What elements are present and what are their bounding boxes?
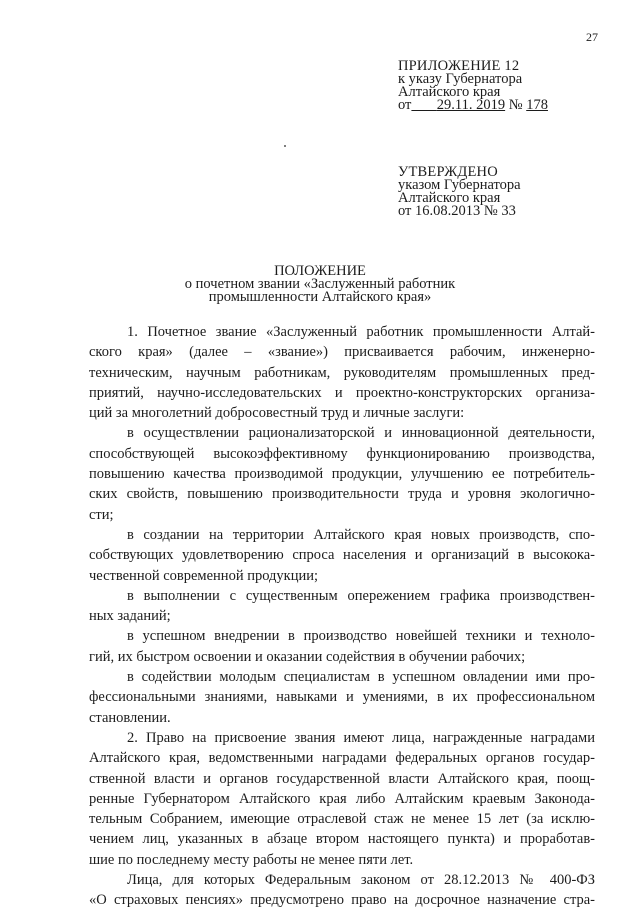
- body-line: в успешном внедрении в производство новейшей техники и техноло-: [127, 628, 595, 645]
- approved-line1: указом Губернатора: [398, 177, 521, 193]
- body-line: ций за многолетний добросовестный труд и личные заслуги:: [89, 405, 465, 422]
- body-line: ских свойств, повышению производительности труда и уровня экологично-: [89, 486, 595, 503]
- appendix-line1: к указу Губернатора: [398, 71, 523, 87]
- body-line: собствующих удовлетворению спроса населения и организаций в высокока-: [89, 547, 595, 564]
- appendix-date: [411, 97, 505, 113]
- appendix-title: ПРИЛОЖЕНИЕ 12: [398, 58, 520, 74]
- body-line: чением лиц, указанных в абзаце втором настоящего пункта) и проработав-: [89, 831, 595, 848]
- body-line: чественной современной продукции;: [89, 567, 319, 584]
- heading-title: ПОЛОЖЕНИЕ: [274, 263, 366, 279]
- heading-line1: о почетном звании «Заслуженный работник: [184, 276, 456, 292]
- body-line: 2. Право на присвоение звания имеют лица, награжденные наградами: [127, 729, 595, 746]
- body-line: повышению качества производимой продукции, улучшению ее потребитель-: [89, 466, 595, 483]
- approved-block: [398, 166, 521, 218]
- body-line: Лица, для которых Федеральным законом от 28.12.2013 № 400-ФЗ: [127, 872, 595, 889]
- body-line: ных заданий;: [89, 608, 171, 625]
- body-line: ренные Губернатором Алтайского края либо Алтайским краевым Законода-: [89, 790, 595, 807]
- body-line: в содействии молодым специалистам в успешном овладении ими про-: [127, 669, 595, 686]
- body-line: Алтайского края, ведомственными наградами федеральных органов государ-: [89, 750, 595, 767]
- body-line: техническим, научным работникам, руководителям промышленных пред-: [89, 364, 595, 381]
- body-line: фессиональными знаниями, навыками и умениями, в их профессиональном: [89, 689, 595, 706]
- document-heading: [0, 265, 640, 304]
- body-line: ского края» (далее – «звание») присваивается рабочим, инженерно-: [89, 344, 595, 361]
- body-line: 1. Почетное звание «Заслуженный работник промышленности Алтай-: [127, 324, 595, 340]
- body-line: ственной власти и органов государственной власти Алтайского края, поощ-: [89, 770, 595, 787]
- body-line: тельным Собранием, имеющие отраслевой стаж не менее 15 лет (за исклю-: [89, 811, 595, 828]
- appendix-date-value: 29.11. 2019: [436, 97, 506, 113]
- body-line: «О страховых пенсиях» предусмотрено право на досрочное назначение стра-: [89, 892, 595, 909]
- heading-line2: промышленности Алтайского края»: [208, 289, 432, 305]
- appendix-block: [398, 60, 548, 112]
- body-line: в выполнении с существенным опережением графика производствен-: [127, 587, 595, 604]
- appendix-number: 178: [526, 97, 548, 113]
- approved-title: УТВЕРЖДЕНО: [398, 164, 498, 180]
- stray-dot: [284, 145, 286, 147]
- approved-line3: от 16.08.2013 № 33: [398, 203, 516, 219]
- document-body: [89, 322, 595, 911]
- body-line: приятий, научно-исследовательских и проектно-конструкторских организа-: [89, 384, 595, 401]
- body-line: шие по последнему месту работы не менее пяти лет.: [89, 851, 414, 868]
- appendix-date-line: [398, 99, 548, 112]
- approved-line2: Алтайского края: [398, 190, 501, 206]
- body-line: становлении.: [89, 709, 171, 726]
- body-line: в осуществлении рационализаторской и инновационной деятельности,: [127, 425, 595, 442]
- body-line: способствующей высокоэффективному функционированию производства,: [89, 445, 595, 462]
- body-line: в создании на территории Алтайского края новых производств, спо-: [127, 526, 595, 543]
- body-line: сти;: [89, 506, 114, 523]
- appendix-line2: Алтайского края: [398, 84, 501, 100]
- appendix-number-sign: №: [508, 97, 523, 113]
- page-number: 27: [586, 30, 598, 44]
- appendix-date-prefix: от: [398, 97, 412, 113]
- body-line: гий, их быстром освоении и оказании содействия в обучении рабочих;: [89, 648, 526, 665]
